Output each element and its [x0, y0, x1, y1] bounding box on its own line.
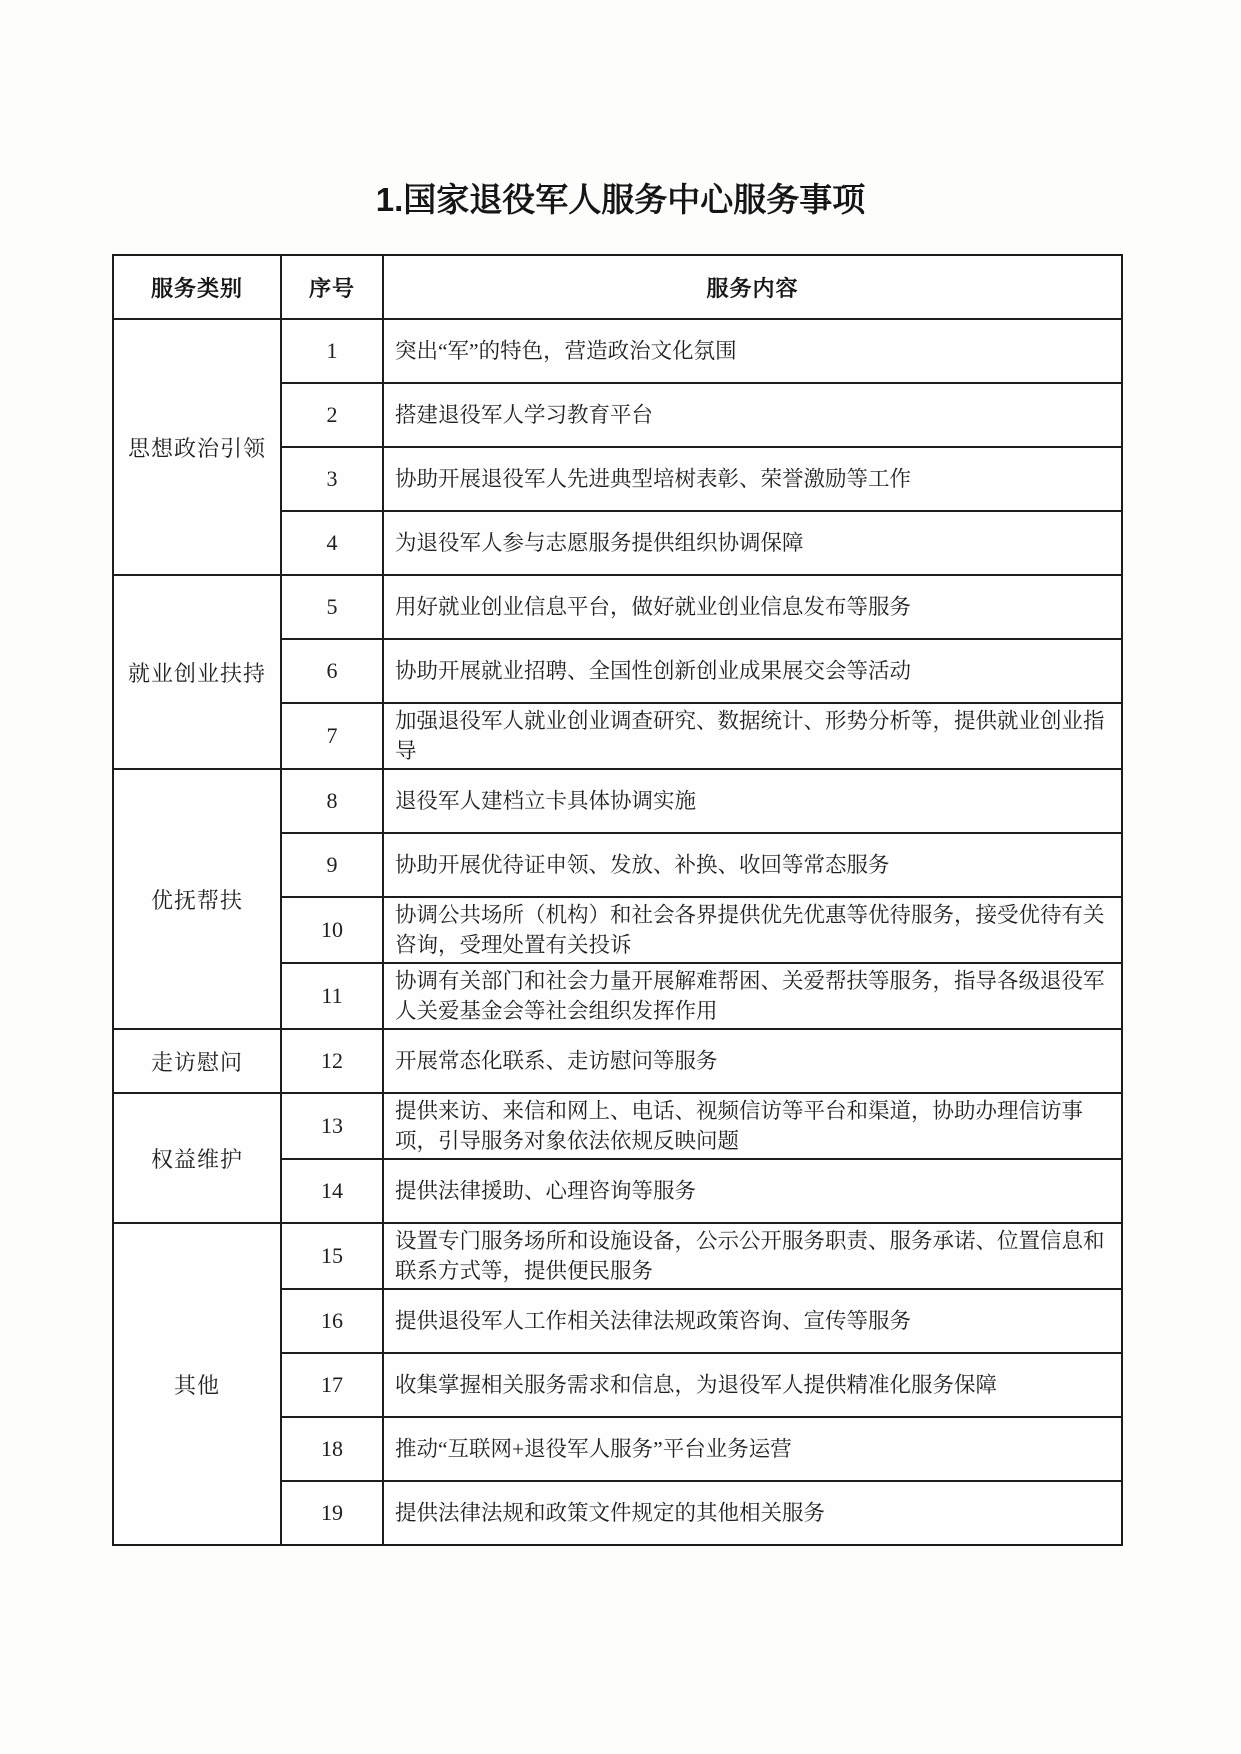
serial-number-cell: 19 — [281, 1481, 383, 1545]
service-content-cell: 收集掌握相关服务需求和信息，为退役军人提供精准化服务保障 — [383, 1353, 1122, 1417]
serial-number-cell: 9 — [281, 833, 383, 897]
service-content-cell: 用好就业创业信息平台，做好就业创业信息发布等服务 — [383, 575, 1122, 639]
category-cell: 权益维护 — [113, 1093, 281, 1223]
category-cell: 走访慰问 — [113, 1029, 281, 1093]
category-cell: 其他 — [113, 1223, 281, 1545]
table-header-row — [113, 255, 1122, 319]
category-cell: 优抚帮扶 — [113, 769, 281, 1029]
service-content-cell: 提供法律援助、心理咨询等服务 — [383, 1159, 1122, 1223]
service-content-cell: 协调公共场所（机构）和社会各界提供优先优惠等优待服务，接受优待有关咨询，受理处置有关投诉 — [383, 897, 1122, 963]
service-content-cell: 协助开展就业招聘、全国性创新创业成果展交会等活动 — [383, 639, 1122, 703]
header-serial-number: 序号 — [281, 255, 383, 319]
serial-number-cell: 18 — [281, 1417, 383, 1481]
service-content-cell: 开展常态化联系、走访慰问等服务 — [383, 1029, 1122, 1093]
service-content-cell: 协调有关部门和社会力量开展解难帮困、关爱帮扶等服务，指导各级退役军人关爱基金会等社会组织发挥作用 — [383, 963, 1122, 1029]
table-row — [113, 769, 1122, 833]
table-row — [113, 319, 1122, 383]
serial-number-cell: 12 — [281, 1029, 383, 1093]
serial-number-cell: 4 — [281, 511, 383, 575]
table-row — [113, 1093, 1122, 1159]
service-content-cell: 协助开展优待证申领、发放、补换、收回等常态服务 — [383, 833, 1122, 897]
service-content-cell: 设置专门服务场所和设施设备，公示公开服务职责、服务承诺、位置信息和联系方式等，提供便民服务 — [383, 1223, 1122, 1289]
service-content-cell: 提供法律法规和政策文件规定的其他相关服务 — [383, 1481, 1122, 1545]
header-service-category: 服务类别 — [113, 255, 281, 319]
serial-number-cell: 11 — [281, 963, 383, 1029]
table-row — [113, 1029, 1122, 1093]
service-table-body — [113, 319, 1122, 1545]
service-content-cell: 突出“军”的特色，营造政治文化氛围 — [383, 319, 1122, 383]
serial-number-cell: 16 — [281, 1289, 383, 1353]
serial-number-cell: 8 — [281, 769, 383, 833]
serial-number-cell: 1 — [281, 319, 383, 383]
page-title: 1.国家退役军人服务中心服务事项 — [375, 181, 866, 218]
table-row — [113, 575, 1122, 639]
service-content-cell: 提供退役军人工作相关法律法规政策咨询、宣传等服务 — [383, 1289, 1122, 1353]
serial-number-cell: 17 — [281, 1353, 383, 1417]
service-content-cell: 提供来访、来信和网上、电话、视频信访等平台和渠道，协助办理信访事项，引导服务对象依法依规反映问题 — [383, 1093, 1122, 1159]
serial-number-cell: 14 — [281, 1159, 383, 1223]
service-content-cell: 推动“互联网+退役军人服务”平台业务运营 — [383, 1417, 1122, 1481]
service-content-cell: 退役军人建档立卡具体协调实施 — [383, 769, 1122, 833]
service-content-cell: 加强退役军人就业创业调查研究、数据统计、形势分析等，提供就业创业指导 — [383, 703, 1122, 769]
serial-number-cell: 15 — [281, 1223, 383, 1289]
service-items-table — [112, 254, 1123, 1546]
table-row — [113, 1223, 1122, 1289]
serial-number-cell: 3 — [281, 447, 383, 511]
service-content-cell: 协助开展退役军人先进典型培树表彰、荣誉激励等工作 — [383, 447, 1122, 511]
serial-number-cell: 2 — [281, 383, 383, 447]
serial-number-cell: 6 — [281, 639, 383, 703]
serial-number-cell: 5 — [281, 575, 383, 639]
serial-number-cell: 10 — [281, 897, 383, 963]
category-cell: 就业创业扶持 — [113, 575, 281, 769]
header-service-content: 服务内容 — [383, 255, 1122, 319]
service-content-cell: 为退役军人参与志愿服务提供组织协调保障 — [383, 511, 1122, 575]
serial-number-cell: 13 — [281, 1093, 383, 1159]
category-cell: 思想政治引领 — [113, 319, 281, 575]
serial-number-cell: 7 — [281, 703, 383, 769]
service-content-cell: 搭建退役军人学习教育平台 — [383, 383, 1122, 447]
